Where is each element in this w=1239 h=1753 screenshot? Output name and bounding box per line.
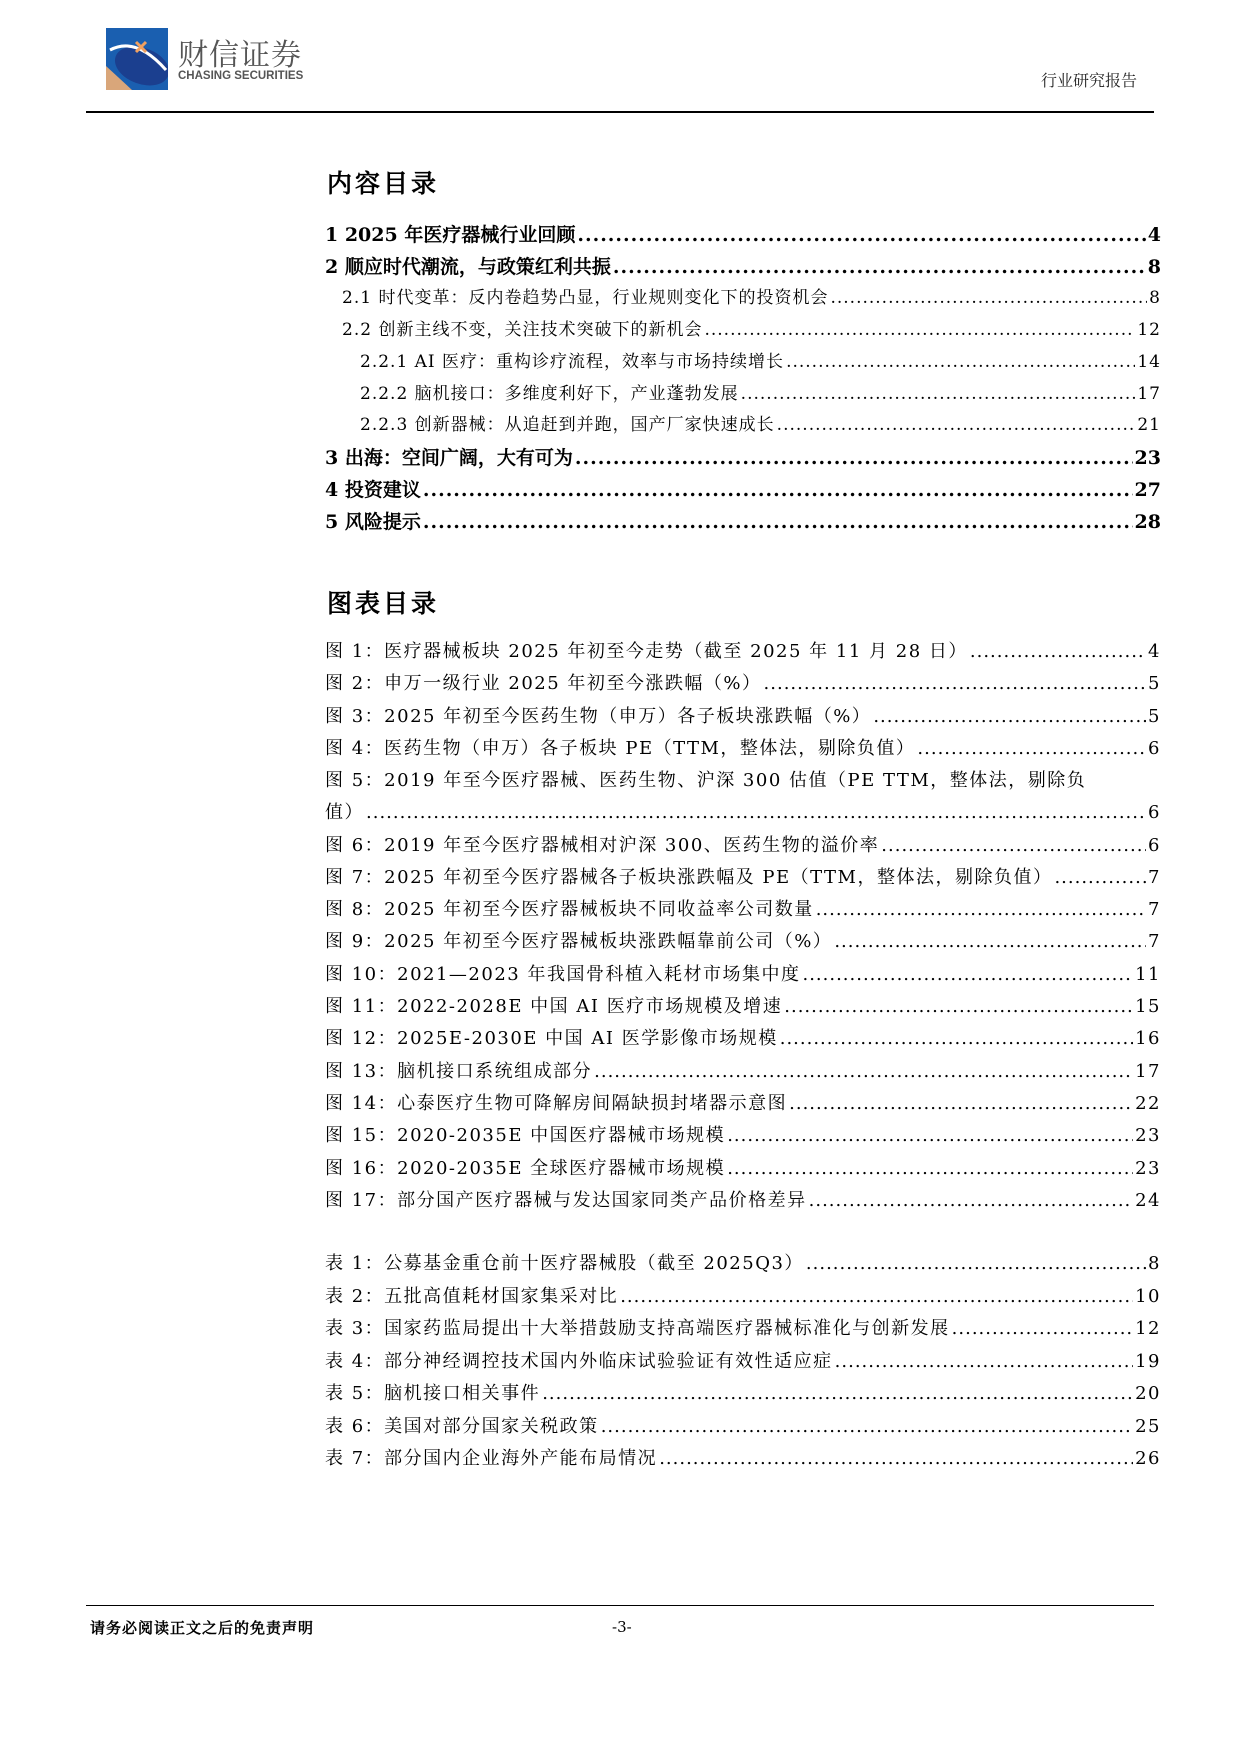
dot-leader — [577, 224, 1145, 246]
entry-page: 7 — [1148, 931, 1161, 953]
entry-label: 1 2025 年医疗器械行业回顾 — [325, 224, 576, 246]
entry-page: 4 — [1147, 224, 1161, 246]
entry-label: 图 16：2020-2035E 全球医疗器械市场规模 — [325, 1157, 726, 1179]
entry-page: 11 — [1135, 963, 1161, 985]
entry-page: 28 — [1134, 511, 1161, 533]
toc-title: 内容目录 — [327, 169, 440, 198]
entry-label: 表 1：公募基金重仓前十医疗器械股（截至 2025Q3） — [325, 1253, 804, 1274]
dot-leader — [806, 1253, 1146, 1274]
entry-label: 2.1 时代变革：反内卷趋势凸显，行业规则变化下的投资机会 — [342, 288, 829, 308]
entry-label: 表 2：五批高值耗材国家集采对比 — [325, 1285, 619, 1307]
dot-leader — [873, 706, 1146, 727]
dot-leader — [970, 641, 1146, 662]
header-divider — [86, 111, 1154, 113]
page-number: -3- — [612, 1618, 632, 1636]
entry-label: 3 出海：空间广阔，大有可为 — [325, 447, 573, 469]
entry-label: 2.2.2 脑机接口：多维度利好下，产业蓬勃发展 — [360, 384, 739, 404]
dot-leader — [809, 1190, 1133, 1211]
table-entry[interactable] — [325, 1444, 1161, 1470]
entry-label: 图 4：医药生物（申万）各子板块 PE（TTM，整体法，剔除负值） — [325, 737, 916, 759]
dot-leader — [835, 1351, 1133, 1372]
dot-leader — [542, 1383, 1133, 1404]
entry-label: 2.2.3 创新器械：从追赶到并跑，国产厂家快速成长 — [360, 415, 775, 435]
entry-label: 表 7：部分国内企业海外产能布局情况 — [325, 1448, 658, 1469]
dot-leader — [594, 1061, 1133, 1082]
toc-entry[interactable] — [325, 507, 1161, 534]
entry-page: 14 — [1137, 352, 1161, 372]
dot-leader — [764, 673, 1147, 694]
entry-label: 图 17：部分国产医疗器械与发达国家同类产品价格差异 — [325, 1189, 807, 1211]
dot-leader — [784, 996, 1133, 1017]
entry-page: 27 — [1134, 479, 1161, 501]
figure-entry[interactable] — [325, 927, 1161, 953]
toc-entry[interactable] — [325, 475, 1161, 502]
entry-label: 图 11：2022-2028E 中国 AI 医疗市场规模及增速 — [325, 996, 783, 1017]
dot-leader — [620, 1286, 1133, 1307]
toc-entry[interactable] — [325, 443, 1161, 470]
dot-leader — [777, 415, 1136, 435]
entry-page: 20 — [1135, 1383, 1161, 1404]
figure-entry[interactable] — [325, 831, 1161, 857]
figures-title: 图表目录 — [327, 589, 440, 618]
figure-entry[interactable] — [325, 734, 1161, 760]
entry-page: 8 — [1147, 256, 1161, 278]
entry-label: 图 10：2021—2023 年我国骨科植入耗材市场集中度 — [325, 963, 801, 985]
dot-leader — [741, 384, 1136, 404]
entry-label: 图 15：2020-2035E 中国医疗器械市场规模 — [325, 1125, 726, 1147]
entry-label: 2.2 创新主线不变，关注技术突破下的新机会 — [342, 320, 703, 340]
dot-leader — [789, 1093, 1133, 1114]
entry-page: 8 — [1149, 288, 1161, 308]
entry-page: 8 — [1148, 1253, 1161, 1274]
entry-page: 6 — [1148, 737, 1161, 759]
entry-label: 图 3：2025 年初至今医药生物（申万）各子板块涨跌幅（%） — [325, 705, 872, 727]
dot-leader — [727, 1158, 1133, 1179]
entry-page: 21 — [1137, 415, 1161, 435]
entry-page: 23 — [1135, 1125, 1161, 1147]
company-logo — [106, 28, 168, 90]
table-entry[interactable] — [325, 1347, 1161, 1373]
entry-label: 2.2.1 AI 医疗：重构诊疗流程，效率与市场持续增长 — [360, 352, 785, 372]
entry-page: 6 — [1148, 802, 1161, 824]
toc-entry[interactable] — [360, 347, 1161, 372]
dot-leader — [575, 447, 1133, 469]
toc-entry[interactable] — [342, 283, 1161, 308]
dot-leader — [727, 1125, 1133, 1146]
dot-leader — [613, 256, 1146, 278]
figure-entry[interactable] — [325, 895, 1161, 921]
table-entry[interactable] — [325, 1282, 1161, 1308]
entry-page: 17 — [1135, 1060, 1161, 1082]
dot-leader — [659, 1448, 1133, 1469]
figure-entry[interactable] — [325, 766, 1161, 792]
figure-entry-cont[interactable] — [325, 798, 1161, 824]
dot-leader — [881, 835, 1146, 856]
figure-entry[interactable] — [325, 1024, 1161, 1050]
entry-label: 图 9：2025 年初至今医疗器械板块涨跌幅靠前公司（%） — [325, 931, 833, 953]
entry-label: 图 8：2025 年初至今医疗器械板块不同收益率公司数量 — [325, 899, 814, 921]
entry-page: 12 — [1135, 1318, 1161, 1339]
table-entry[interactable] — [325, 1249, 1161, 1275]
entry-label: 值） — [325, 802, 364, 824]
entry-page: 5 — [1148, 705, 1161, 727]
entry-page: 10 — [1135, 1285, 1161, 1307]
toc-entry[interactable] — [360, 410, 1161, 435]
entry-page: 5 — [1148, 673, 1161, 695]
entry-label: 4 投资建议 — [325, 479, 421, 501]
entry-label: 5 风险提示 — [325, 511, 421, 533]
toc-entry[interactable] — [342, 315, 1161, 340]
entry-page: 19 — [1135, 1350, 1161, 1372]
dot-leader — [952, 1318, 1133, 1339]
toc-entry[interactable] — [325, 220, 1161, 247]
dot-leader — [780, 1028, 1133, 1049]
entry-page: 23 — [1135, 1157, 1161, 1179]
entry-label: 图 12：2025E-2030E 中国 AI 医学影像市场规模 — [325, 1028, 778, 1050]
entry-page: 6 — [1148, 834, 1161, 856]
figure-entry[interactable] — [325, 992, 1161, 1018]
dot-leader — [816, 899, 1146, 920]
toc-entry[interactable] — [360, 379, 1161, 404]
entry-page: 16 — [1135, 1028, 1161, 1050]
footer-divider — [86, 1605, 1154, 1606]
figure-entry[interactable] — [325, 863, 1161, 889]
entry-page: 24 — [1135, 1189, 1161, 1211]
entry-label: 图 6：2019 年至今医疗器械相对沪深 300、医药生物的溢价率 — [325, 834, 880, 856]
entry-label: 图 14：心泰医疗生物可降解房间隔缺损封堵器示意图 — [325, 1092, 788, 1114]
entry-page: 25 — [1135, 1415, 1161, 1437]
entry-label: 表 4：部分神经调控技术国内外临床试验验证有效性适应症 — [325, 1350, 833, 1372]
entry-page: 7 — [1148, 866, 1161, 888]
entry-page: 22 — [1135, 1092, 1161, 1114]
entry-page: 26 — [1135, 1448, 1161, 1469]
entry-label: 图 13：脑机接口系统组成部分 — [325, 1060, 593, 1082]
table-entry[interactable] — [325, 1412, 1161, 1438]
entry-label: 2 顺应时代潮流，与政策红利共振 — [325, 256, 611, 278]
figure-entry[interactable] — [325, 960, 1161, 986]
figure-entry[interactable] — [325, 637, 1161, 663]
entry-page: 15 — [1135, 996, 1161, 1017]
entry-label: 表 5：脑机接口相关事件 — [325, 1383, 541, 1404]
dot-leader — [917, 738, 1146, 759]
figure-entry[interactable] — [325, 1121, 1161, 1147]
toc-entry[interactable] — [325, 252, 1161, 279]
figure-entry[interactable] — [325, 1186, 1161, 1212]
brand-name-cn: 财信证券 — [178, 38, 302, 73]
dot-leader — [802, 964, 1133, 985]
entry-page: 4 — [1148, 641, 1161, 662]
dot-leader — [830, 288, 1147, 308]
report-type: 行业研究报告 — [1040, 71, 1137, 90]
entry-label: 图 5：2019 年至今医疗器械、医药生物、沪深 300 估值（PE TTM，整体法，剔除负 — [325, 770, 1087, 792]
entry-label: 表 6：美国对部分国家关税政策 — [325, 1415, 599, 1437]
dot-leader — [423, 511, 1133, 533]
entry-label: 图 1：医疗器械板块 2025 年初至今走势（截至 2025 年 11 月 28 日） — [325, 641, 968, 662]
dot-leader — [834, 931, 1146, 952]
footer-disclaimer: 请务必阅读正文之后的免责声明 — [90, 1619, 315, 1637]
figure-entry[interactable] — [325, 1057, 1161, 1083]
entry-label: 表 3：国家药监局提出十大举措鼓励支持高端医疗器械标准化与创新发展 — [325, 1318, 950, 1339]
entry-page: 7 — [1148, 899, 1161, 921]
entry-page: 17 — [1137, 384, 1161, 404]
dot-leader — [423, 479, 1133, 501]
dot-leader — [704, 320, 1135, 340]
figure-entry[interactable] — [325, 669, 1161, 695]
table-entry[interactable] — [325, 1314, 1161, 1340]
dot-leader — [1054, 867, 1146, 888]
dot-leader — [786, 352, 1135, 372]
entry-label: 图 2：申万一级行业 2025 年初至今涨跌幅（%） — [325, 673, 762, 695]
figure-entry[interactable] — [325, 702, 1161, 728]
figure-entry[interactable] — [325, 1089, 1161, 1115]
entry-page: 12 — [1137, 320, 1161, 340]
table-entry[interactable] — [325, 1379, 1161, 1405]
dot-leader — [601, 1416, 1133, 1437]
figure-entry[interactable] — [325, 1154, 1161, 1180]
entry-label: 图 7：2025 年初至今医疗器械各子板块涨跌幅及 PE（TTM，整体法，剔除负值） — [325, 866, 1053, 888]
entry-page: 23 — [1134, 447, 1161, 469]
dot-leader — [366, 802, 1146, 823]
brand-name-en: CHASING SECURITIES — [178, 70, 304, 82]
